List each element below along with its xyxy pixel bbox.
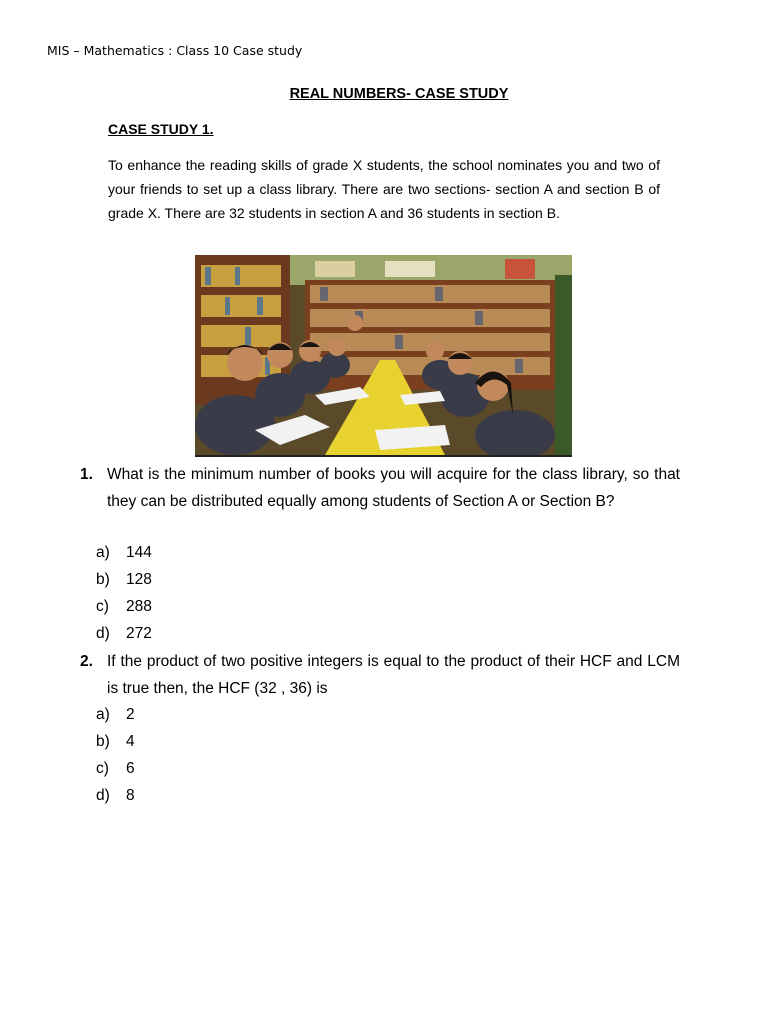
question-1 xyxy=(80,461,680,515)
document-title: REAL NUMBERS- CASE STUDY xyxy=(289,86,509,102)
option-item xyxy=(96,733,135,751)
option-value: 8 xyxy=(126,787,135,804)
option-label: b) xyxy=(96,571,110,588)
option-item xyxy=(96,544,152,562)
option-value: 288 xyxy=(126,598,152,615)
option-label: a) xyxy=(96,544,110,561)
option-value: 6 xyxy=(126,760,135,777)
question-number: 1. xyxy=(80,466,93,483)
option-value: 4 xyxy=(126,733,135,750)
question-text: What is the minimum number of books you will acquire for the class library, so that they can be distributed equally among students of Section A or Section B? xyxy=(107,466,680,510)
option-label: c) xyxy=(96,760,109,777)
option-label: c) xyxy=(96,598,109,615)
library-photo xyxy=(195,255,572,457)
option-item xyxy=(96,787,135,805)
intro-paragraph: To enhance the reading skills of grade X students, the school nominates you and two of your friends to set up a class library. There are two sections- section A and section B of grade X. There are 32 students in section A and 36 students in section B. xyxy=(108,157,660,221)
option-label: a) xyxy=(96,706,110,723)
option-item xyxy=(96,760,135,778)
option-label: b) xyxy=(96,733,110,750)
question-text: If the product of two positive integers is equal to the product of their HCF and LCM is true then, the HCF (32 , 36) is xyxy=(107,653,680,697)
option-item xyxy=(96,625,152,643)
option-item xyxy=(96,571,152,589)
case-study-heading: CASE STUDY 1. xyxy=(108,121,214,137)
option-label: d) xyxy=(96,787,110,804)
question-2 xyxy=(80,648,680,702)
option-value: 144 xyxy=(126,544,152,561)
option-item xyxy=(96,706,135,724)
option-label: d) xyxy=(96,625,110,642)
option-value: 272 xyxy=(126,625,152,642)
question-number: 2. xyxy=(80,653,93,670)
option-value: 128 xyxy=(126,571,152,588)
option-item xyxy=(96,598,152,616)
page-header: MIS – Mathematics : Class 10 Case study xyxy=(47,43,303,58)
option-value: 2 xyxy=(126,706,135,723)
